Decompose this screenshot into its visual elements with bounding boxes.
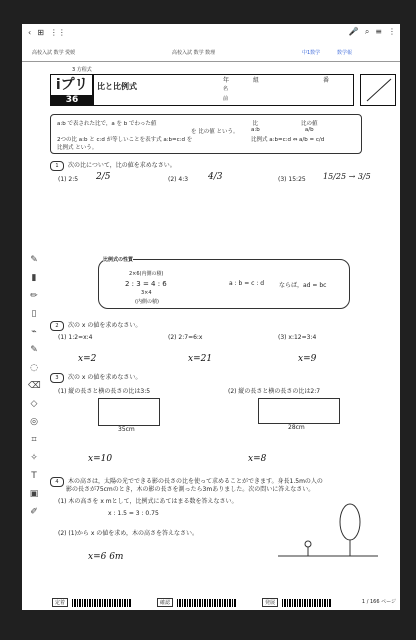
barcode-2 <box>177 599 237 607</box>
worksheet <box>48 64 396 604</box>
group-label: 組 <box>253 77 260 84</box>
footer-right: 発展 <box>262 598 278 607</box>
q3-ans-a: x=10 <box>88 454 113 464</box>
back-icon[interactable]: ‹ <box>28 27 32 37</box>
menu-icon[interactable]: ≡ <box>375 27 382 36</box>
explain-line1b: を 比の値 という。 <box>191 129 239 135</box>
footer-mid: 確認 <box>157 598 173 607</box>
pen-icon[interactable]: ✎ <box>30 255 38 265</box>
dots-icon[interactable]: ⋮⋮ <box>49 27 66 37</box>
footer-left: 定着 <box>52 598 68 607</box>
screen <box>22 24 400 610</box>
highlighter-icon[interactable]: ▯ <box>31 309 37 319</box>
explanation-box <box>50 114 362 154</box>
explain-line2: 2つの比 a:b と c:d が等しいことを表す式 a:b=c:d を <box>57 137 193 143</box>
stamp-icon[interactable]: ◎ <box>30 417 38 427</box>
tab-middle[interactable]: 高校入試 数学 数理 <box>172 50 216 56</box>
mic-icon[interactable]: 🎤 <box>348 27 359 36</box>
col-ratio: 比 a:b <box>251 121 260 133</box>
unit-label: 3 方程式 <box>72 67 92 73</box>
image-icon[interactable]: ▣ <box>29 489 39 499</box>
q2-ans-c: x=9 <box>298 354 317 364</box>
footer <box>22 598 400 610</box>
more-icon[interactable]: ⋮ <box>388 27 396 36</box>
property-box <box>98 259 350 309</box>
eraser-icon[interactable]: ⌫ <box>28 381 41 391</box>
property-inner: 3×4 <box>141 290 152 296</box>
q2-a: (1) 1:2=x:4 <box>58 334 93 341</box>
q3-b: (2) 縦の長さと横の長さの比は2:7 <box>228 388 321 395</box>
brush-icon[interactable]: ⌁ <box>31 327 37 337</box>
title-box <box>92 74 354 106</box>
q1-c: (3) 15:25 <box>278 176 306 183</box>
q2-ans-a: x=2 <box>78 354 97 364</box>
q3-w-a: 35cm <box>118 426 135 433</box>
tree-diagram <box>278 494 378 574</box>
name-label: 名 <box>223 86 229 92</box>
q3: 3 次の x の値を求めなさい。 <box>50 372 141 383</box>
q4-formula: x : 1.5 = 3 : 0.75 <box>108 510 159 517</box>
class-label: 前 <box>223 96 229 102</box>
search-icon[interactable]: ⌕ <box>364 27 370 36</box>
col-proportion: 比例式 a:b=c:d ⇔ a/b = c/d <box>251 137 325 143</box>
tab-right2[interactable]: 数学報 <box>337 50 353 56</box>
page-tab-bar <box>22 41 400 62</box>
property-eq: 2 : 3 = 4 : 6 <box>125 280 167 288</box>
year-label: 年 <box>223 77 230 84</box>
logo <box>50 74 94 106</box>
q4-b: (2) (1)から x の値を求め，木の高さを答えなさい。 <box>58 530 199 537</box>
explain-line3: 比例式 という。 <box>57 145 98 151</box>
tab-right1[interactable]: 中1数学 <box>302 50 321 56</box>
grid-icon[interactable]: ⊞ <box>37 27 44 37</box>
tool-column <box>22 254 46 544</box>
property-inner-label: (内側の積) <box>135 299 159 305</box>
barcode-3 <box>282 599 332 607</box>
col-ratio-value: 比の値 a/b <box>301 121 318 133</box>
q3-ans-b: x=8 <box>248 454 267 464</box>
laser-icon[interactable]: ✧ <box>30 453 38 463</box>
text-icon[interactable]: T <box>31 471 37 481</box>
q1-a: (1) 2:5 <box>58 176 79 183</box>
q1-ans-c: 15/25 → 3/5 <box>323 172 371 181</box>
lasso-icon[interactable]: ◌ <box>30 363 38 373</box>
logo-main: iプリ <box>55 77 89 93</box>
red-pen-icon[interactable]: ✎ <box>30 345 38 355</box>
q4-ans: x=6 6m <box>88 552 124 562</box>
q2-b: (2) 2:7=6:x <box>168 334 203 341</box>
page-indicator: 1 / 166 ページ <box>361 599 396 605</box>
tab-left[interactable]: 高校入試 数学 愛媛 <box>32 50 76 56</box>
q3-rect-a <box>98 398 160 426</box>
top-bar <box>22 24 400 41</box>
page-title: 比と比例式 <box>97 82 137 91</box>
q3-rect-b <box>258 398 340 424</box>
property-title: 比例式の性質 <box>103 257 134 263</box>
shape-icon[interactable]: ◇ <box>30 399 38 409</box>
pen-thin-icon[interactable]: ✐ <box>30 507 38 517</box>
property-law1: a : b = c : d <box>229 280 265 287</box>
q1: 1 次の比について，比の値を求めなさい。 <box>50 160 176 171</box>
property-law2: ならば，ad = bc <box>279 282 327 289</box>
q4-text2: 影の長さが75cmのとき，木の影の長さを測ったら3mありました。次の問いに答えなさい。 <box>66 486 315 493</box>
q3-a: (1) 縦の長さと横の長さの比は3:5 <box>58 388 151 395</box>
q3-w-b: 28cm <box>288 424 305 431</box>
barcode-1 <box>72 599 132 607</box>
pencil-icon[interactable]: ✏ <box>30 291 38 301</box>
q1-ans-b: 4/3 <box>208 172 223 182</box>
q2: 2 次の x の値を求めなさい。 <box>50 320 141 331</box>
q1-b: (2) 4:3 <box>168 176 189 183</box>
num-label: 番 <box>323 77 330 84</box>
logo-sub: 36 <box>51 95 93 105</box>
property-outer: 2×6(内側の積) <box>129 271 164 277</box>
q4-a: (1) 木の高さを x mとして，比例式にあてはまる数を答えなさい。 <box>58 498 238 505</box>
q4: 4 木の高さは，太陽の光でできる影の長さの比を使って求めることができます。身長1.5mの人の <box>50 476 323 487</box>
q1-ans-a: 2/5 <box>96 172 111 182</box>
q2-ans-b: x=21 <box>188 354 213 364</box>
score-box[interactable] <box>360 74 396 106</box>
q2-c: (3) x:12=3:4 <box>278 334 317 341</box>
marker-icon[interactable]: ▮ <box>31 273 37 283</box>
ruler-icon[interactable]: ⌗ <box>31 435 37 445</box>
explain-line1: a:b で表された比で，a を b でわった値 <box>57 121 157 127</box>
